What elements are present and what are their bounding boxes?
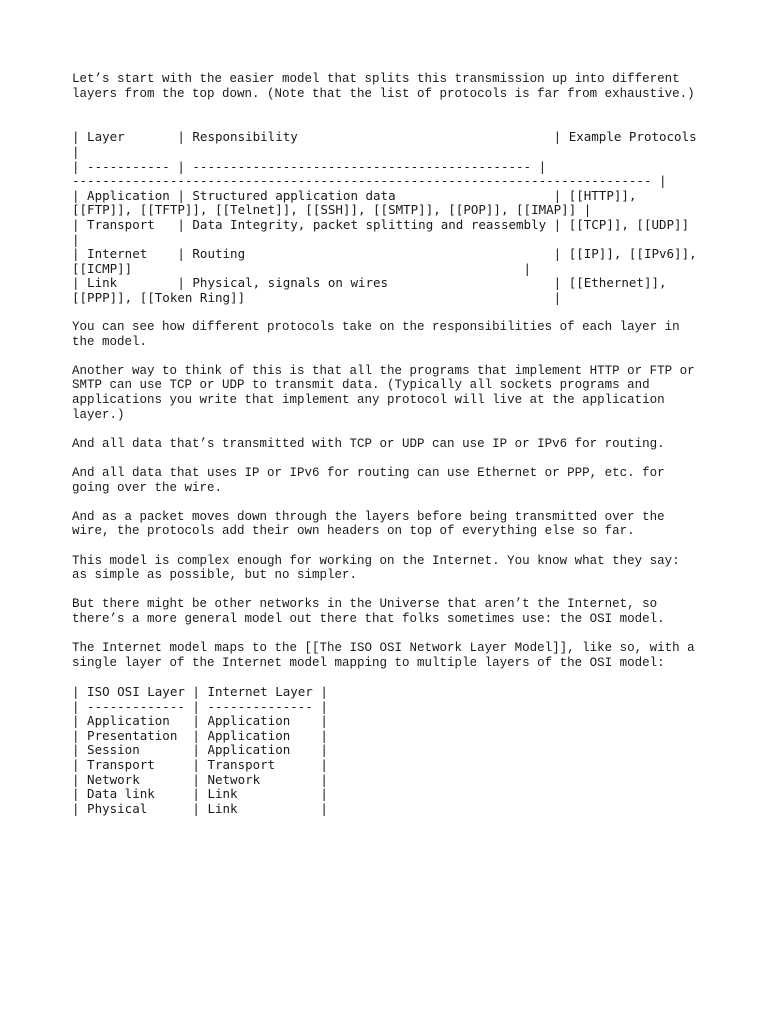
paragraph: This model is complex enough for working on the Internet. You know what they say: as simple as possible, but no simpler. bbox=[72, 553, 680, 583]
osi-table: | ISO OSI Layer | Internet Layer | | ------------- | -------------- | | Application | Application | | Presentation | Application | | Session | Application | | Transport | Transport | | Network | Network | | Data link | Link | | Physical | Link | bbox=[72, 683, 328, 816]
intro-paragraph: Let’s start with the easier model that splits this transmission up into different layers from the top down. (Note that the list of protocols is far from exhaustive.) bbox=[72, 72, 695, 101]
paragraph: And all data that uses IP or IPv6 for routing can use Ethernet or PPP, etc. for going over the wire. bbox=[72, 466, 665, 495]
paragraph: The Internet model maps to the [[The ISO OSI Network Layer Model]], like so, with a single layer of the Internet model mapping to multiple layers of the OSI model: bbox=[72, 641, 695, 670]
paragraph: You can see how different protocols take on the responsibilities of each layer in the model. bbox=[72, 320, 680, 349]
layer-table: | Layer | Responsibility | Example Protocols | | ----------- | --------------------------------------------- | ----------------------------------------------------------------------------- | | Application | Structured application data | [[HTTP]], [[FTP]], [[TFTP]], [[Telnet]], [[SSH]], [[SMTP]], [[POP]], [[IMAP]] | | Transport | Data Integrity, packet splitting and reassembly | [[TCP]], [[UDP]] | | Internet | Routing | [[IP]], [[IPv6]], [[ICMP]] | | Link | Physical, signals on wires | [[Ethernet]], [[PPP]], [[Token Ring]] | bbox=[72, 129, 697, 305]
paragraph: Another way to think of this is that all the programs that implement HTTP or FTP or SMTP can use TCP or UDP to transmit data. (Typically all sockets programs and applications you write that implement any protocol will live at the application layer.) bbox=[72, 363, 695, 422]
paragraph: And as a packet moves down through the layers before being transmitted over the wire, the protocols add their own headers on top of everything else so far. bbox=[72, 509, 665, 539]
paragraph: And all data that’s transmitted with TCP or UDP can use IP or IPv6 for routing. bbox=[72, 436, 665, 451]
document-page bbox=[72, 72, 700, 816]
paragraph: But there might be other networks in the Universe that aren’t the Internet, so there’s a more general model out there that folks sometimes use: the OSI model. bbox=[72, 597, 665, 626]
